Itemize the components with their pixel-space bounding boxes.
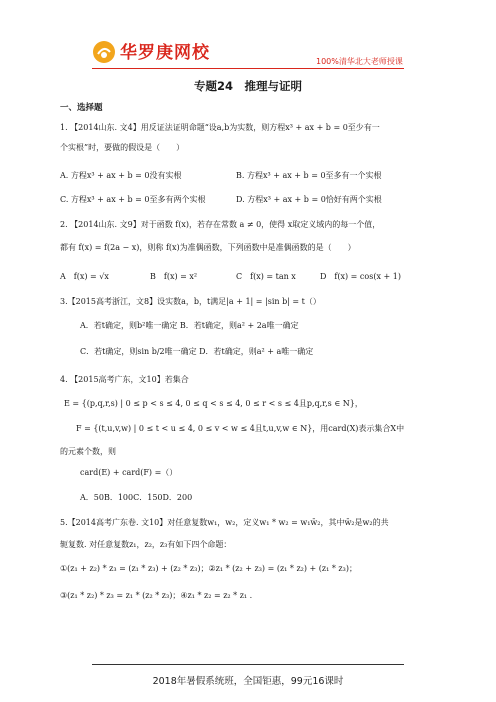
q3-line1: 3.【2015高考浙江，文8】设实数a，b，t满足|a + 1| = |sin b| = t（）: [60, 297, 321, 306]
q1-choice-b: B. 方程x³ + ax + b = 0至多有一个实根: [236, 171, 382, 180]
q5-line3: ①(z₁ + z₂) * z₃ = (z₁ * z₃) + (z₂ * z₃)；②z₁ * (z₂ + z₃) = (z₁ * z₂) + (z₁ * z₃)；: [60, 564, 357, 573]
q2-line1: 2. 【2014山东. 文9】对于函数 f(x)，若存在常数 a ≠ 0，使得 x取定义域内的每一个值，: [60, 220, 381, 229]
q2-choice-b: B f(x) = x²: [150, 272, 198, 281]
section-heading: 一、选择题: [60, 103, 103, 113]
q5-line2: 轭复数. 对任意复数z₁，z₂，z₃有如下四个命题：: [60, 540, 232, 549]
q5-line1: 5.【2014高考广东卷. 文10】对任意复数w₁，w₂，定义w₁ * w₂ = w₁w̄₂，其中w̄₂是w₂的共: [60, 518, 389, 527]
q2-choice-d: D f(x) = cos(x + 1): [320, 272, 401, 281]
q4-line1: 4. 【2015高考广东，文10】若集合: [60, 375, 189, 384]
q1-choice-c: C. 方程x³ + ax + b = 0至多有两个实根: [60, 195, 206, 204]
brand-logo-icon: [92, 40, 116, 64]
q3-line2: A．若t确定，则b²唯一确定 B．若t确定，则a² + 2a唯一确定: [80, 321, 299, 330]
footer-divider: [92, 664, 404, 665]
q2-choice-a: A f(x) = √x: [60, 272, 109, 281]
q3-line3: C．若t确定，则sin b/2唯一确定 D．若t确定，则a² + a唯一确定: [80, 347, 314, 356]
page-title: 专题24 推理与证明: [193, 79, 302, 93]
q1-choice-d: D. 方程x³ + ax + b = 0恰好有两个实根: [236, 195, 382, 204]
brand-name: 华罗庚网校: [120, 43, 210, 63]
q4-line3: F = {(t,u,v,w) | 0 ≤ t < u ≤ 4, 0 ≤ v < w ≤ 4且t,u,v,w ∈ N}，用card(X)表示集合X中: [76, 424, 405, 433]
q1-line2: 个实根”时，要做的假设是（ ）: [60, 143, 185, 152]
q2-choice-c: C f(x) = tan x: [236, 272, 296, 281]
q5-line4: ③(z₁ * z₂) * z₃ = z₁ * (z₂ * z₃)；④z₁ * z₂ = z₂ * z₁ .: [60, 591, 253, 600]
page-header: [0, 0, 496, 70]
brand-slogan: 100%清华北大老师授课: [316, 57, 403, 66]
page-footer: 2018年暑假系统班，全国钜惠，99元16课时: [152, 676, 344, 687]
q2-line2: 都有 f(x) = f(2a − x)，则称 f(x)为准偶函数，下列函数中是准偶函数的是（ ）: [60, 243, 356, 252]
q4-line4: 的元素个数，则: [60, 447, 116, 456]
header-divider: [92, 68, 404, 69]
q4-line6: A．50B．100C．150D．200: [80, 493, 193, 502]
q4-line2: E = {(p,q,r,s) | 0 ≤ p < s ≤ 4, 0 ≤ q < s ≤ 4, 0 ≤ r < s ≤ 4且p,q,r,s ∈ N}，: [64, 399, 363, 408]
q4-line5: card(E) + card(F) =（）: [80, 468, 178, 477]
q1-line1: 1. 【2014山东. 文4】用反证法证明命题“设a,b为实数，则方程x³ + ax + b = 0至少有一: [60, 123, 380, 132]
q1-choice-a: A. 方程x³ + ax + b = 0没有实根: [60, 171, 182, 180]
